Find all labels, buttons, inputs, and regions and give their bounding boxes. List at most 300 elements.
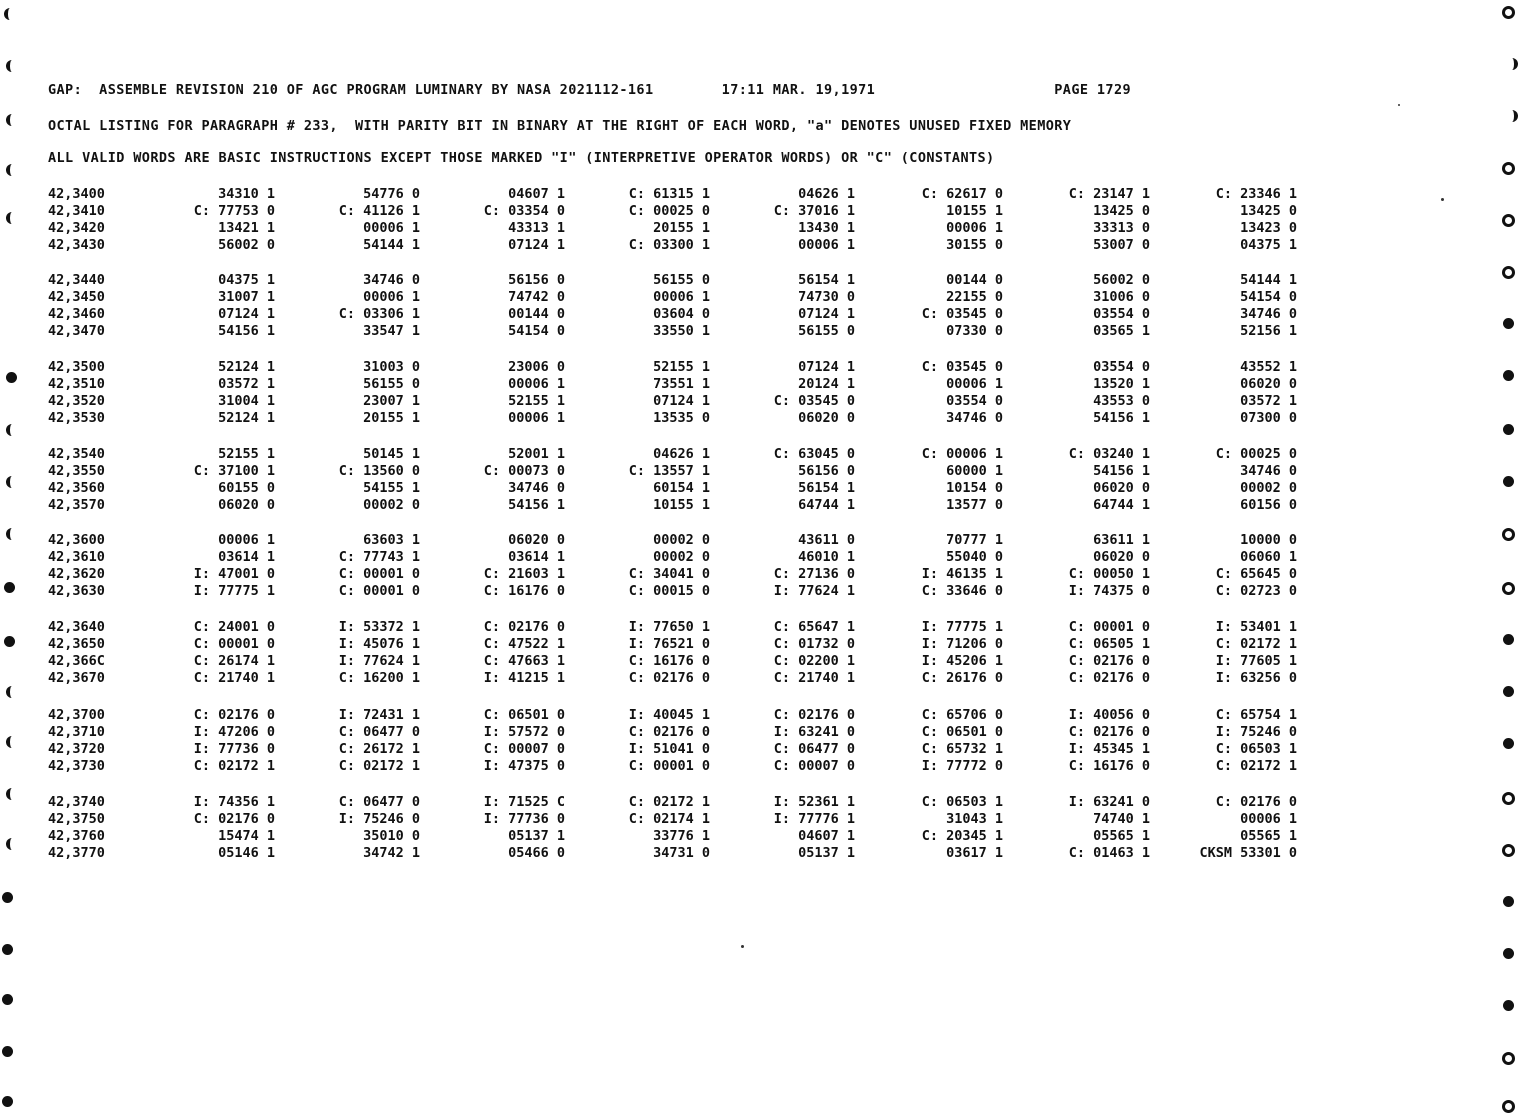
table-row: [0, 636, 1530, 653]
word-cell: I: 77772 0: [921, 758, 1003, 774]
word-cell: 33550 1: [653, 323, 710, 339]
word-cell: C: 16176 0: [1068, 758, 1150, 774]
word-cell: 56154 1: [798, 272, 855, 288]
word-cell: C: 16200 1: [338, 670, 420, 686]
address-cell: 42,3510: [48, 376, 105, 392]
address-cell: 42,3570: [48, 497, 105, 513]
feed-hole: [6, 528, 18, 540]
feed-hole: [1502, 162, 1515, 175]
word-cell: C: 02176 0: [628, 724, 710, 740]
word-cell: 34731 0: [653, 845, 710, 861]
word-cell: I: 45076 1: [338, 636, 420, 652]
word-cell: 52001 1: [508, 446, 565, 462]
word-cell: 33776 1: [653, 828, 710, 844]
word-cell: C: 03545 0: [921, 306, 1003, 322]
word-cell: 54156 1: [1093, 463, 1150, 479]
scan-speck: [741, 945, 744, 948]
word-cell: C: 00050 1: [1068, 566, 1150, 582]
table-row: [0, 376, 1530, 393]
listing-group: [0, 707, 1530, 775]
word-cell: 54156 1: [218, 323, 275, 339]
word-cell: C: 00001 0: [338, 583, 420, 599]
word-cell: C: 06503 1: [1215, 741, 1297, 757]
word-cell: 34746 0: [1240, 463, 1297, 479]
word-cell: C: 41126 1: [338, 203, 420, 219]
word-cell: C: 03545 0: [921, 359, 1003, 375]
word-cell: I: 76521 0: [628, 636, 710, 652]
word-cell: 43552 1: [1240, 359, 1297, 375]
word-cell: 56156 0: [798, 463, 855, 479]
word-cell: 34746 0: [946, 410, 1003, 426]
word-cell: C: 02723 0: [1215, 583, 1297, 599]
word-cell: 06060 1: [1240, 549, 1297, 565]
feed-hole: [1503, 634, 1514, 645]
word-cell: 00006 1: [946, 220, 1003, 236]
feed-hole: [4, 582, 15, 593]
word-cell: 53007 0: [1093, 237, 1150, 253]
word-cell: C: 61315 1: [628, 186, 710, 202]
feed-hole: [2, 1096, 13, 1107]
word-cell: C: 00006 1: [921, 446, 1003, 462]
feed-hole: [4, 636, 15, 647]
word-cell: 07330 0: [946, 323, 1003, 339]
word-cell: 30155 0: [946, 237, 1003, 253]
word-cell: 46010 1: [798, 549, 855, 565]
word-cell: 63611 1: [1093, 532, 1150, 548]
word-cell: 05565 1: [1240, 828, 1297, 844]
feed-hole: [6, 736, 18, 748]
scan-speck: [1441, 198, 1444, 201]
word-cell: 06020 0: [1240, 376, 1297, 392]
word-cell: 03554 0: [946, 393, 1003, 409]
table-row: [0, 532, 1530, 549]
word-cell: C: 02200 1: [773, 653, 855, 669]
word-cell: C: 13560 0: [338, 463, 420, 479]
word-cell: C: 23346 1: [1215, 186, 1297, 202]
word-cell: C: 16176 0: [483, 583, 565, 599]
word-cell: 50145 1: [363, 446, 420, 462]
word-cell: C: 16176 0: [628, 653, 710, 669]
word-cell: C: 00007 0: [773, 758, 855, 774]
word-cell: 06020 0: [798, 410, 855, 426]
address-cell: 42,3450: [48, 289, 105, 305]
word-cell: C: 00001 0: [193, 636, 275, 652]
word-cell: 00144 0: [946, 272, 1003, 288]
table-row: [0, 497, 1530, 514]
word-cell: 05137 1: [508, 828, 565, 844]
table-row: [0, 845, 1530, 862]
address-cell: 42,366C: [48, 653, 105, 669]
word-cell: I: 63256 0: [1215, 670, 1297, 686]
word-cell: 00002 0: [653, 549, 710, 565]
address-cell: 42,3540: [48, 446, 105, 462]
address-cell: 42,3740: [48, 794, 105, 810]
word-cell: 06020 0: [1093, 480, 1150, 496]
address-cell: 42,3520: [48, 393, 105, 409]
address-cell: 42,3750: [48, 811, 105, 827]
table-row: [0, 323, 1530, 340]
word-cell: 07124 1: [653, 393, 710, 409]
word-cell: C: 34041 0: [628, 566, 710, 582]
word-cell: 13520 1: [1093, 376, 1150, 392]
word-cell: I: 47001 0: [193, 566, 275, 582]
word-cell: 34746 0: [508, 480, 565, 496]
word-cell: 43313 1: [508, 220, 565, 236]
word-cell: 00006 1: [508, 410, 565, 426]
word-cell: 52124 1: [218, 359, 275, 375]
address-cell: 42,3770: [48, 845, 105, 861]
word-cell: 05565 1: [1093, 828, 1150, 844]
word-cell: 10155 1: [946, 203, 1003, 219]
feed-hole: [6, 686, 18, 698]
word-cell: C: 02176 0: [483, 619, 565, 635]
address-cell: 42,3420: [48, 220, 105, 236]
word-cell: I: 53401 1: [1215, 619, 1297, 635]
word-cell: 10155 1: [653, 497, 710, 513]
word-cell: C: 02172 1: [628, 794, 710, 810]
word-cell: C: 06477 0: [338, 794, 420, 810]
word-cell: C: 62617 0: [921, 186, 1003, 202]
word-cell: C: 23147 1: [1068, 186, 1150, 202]
feed-hole: [6, 212, 18, 224]
feed-hole: [1502, 792, 1515, 805]
feed-hole: [1502, 582, 1515, 595]
word-cell: 33313 0: [1093, 220, 1150, 236]
word-cell: C: 65645 0: [1215, 566, 1297, 582]
address-cell: 42,3610: [48, 549, 105, 565]
word-cell: C: 65706 0: [921, 707, 1003, 723]
word-cell: C: 65732 1: [921, 741, 1003, 757]
table-row: [0, 811, 1530, 828]
word-cell: 54144 1: [1240, 272, 1297, 288]
word-cell: 74730 0: [798, 289, 855, 305]
table-row: [0, 410, 1530, 427]
word-cell: C: 03306 1: [338, 306, 420, 322]
word-cell: I: 77650 1: [628, 619, 710, 635]
word-cell: 34742 1: [363, 845, 420, 861]
word-cell: 54776 0: [363, 186, 420, 202]
word-cell: 54154 0: [1240, 289, 1297, 305]
word-cell: 00006 1: [946, 376, 1003, 392]
word-cell: 15474 1: [218, 828, 275, 844]
word-cell: I: 53372 1: [338, 619, 420, 635]
word-cell: I: 40045 1: [628, 707, 710, 723]
word-cell: I: 75246 0: [338, 811, 420, 827]
word-cell: C: 65754 1: [1215, 707, 1297, 723]
word-cell: C: 03300 1: [628, 237, 710, 253]
word-cell: C: 00025 0: [628, 203, 710, 219]
word-cell: C: 27136 0: [773, 566, 855, 582]
word-cell: 10154 0: [946, 480, 1003, 496]
table-row: [0, 549, 1530, 566]
table-row: [0, 203, 1530, 220]
word-cell: 00002 0: [363, 497, 420, 513]
word-cell: 00006 1: [218, 532, 275, 548]
word-cell: 00006 1: [363, 289, 420, 305]
word-cell: 34746 0: [1240, 306, 1297, 322]
word-cell: 13423 0: [1240, 220, 1297, 236]
feed-hole: [1503, 424, 1514, 435]
word-cell: C: 02172 1: [193, 758, 275, 774]
address-cell: 42,3550: [48, 463, 105, 479]
word-cell: 60156 0: [1240, 497, 1297, 513]
word-cell: 52155 1: [653, 359, 710, 375]
word-cell: 04626 1: [798, 186, 855, 202]
word-cell: I: 47206 0: [193, 724, 275, 740]
word-cell: I: 77775 1: [193, 583, 275, 599]
word-cell: I: 77605 1: [1215, 653, 1297, 669]
table-row: [0, 463, 1530, 480]
feed-hole: [1503, 476, 1514, 487]
feed-hole: [2, 994, 13, 1005]
address-cell: 42,3670: [48, 670, 105, 686]
feed-hole: [1503, 896, 1514, 907]
address-cell: 42,3560: [48, 480, 105, 496]
listing-group: [0, 794, 1530, 862]
word-cell: 00002 0: [1240, 480, 1297, 496]
feed-hole: [6, 372, 17, 383]
feed-hole: [2, 892, 13, 903]
table-row: [0, 237, 1530, 254]
word-cell: 13535 0: [653, 410, 710, 426]
table-row: [0, 272, 1530, 289]
feed-hole: [1502, 844, 1515, 857]
word-cell: 70777 1: [946, 532, 1003, 548]
word-cell: 20155 1: [363, 410, 420, 426]
word-cell: 04375 1: [1240, 237, 1297, 253]
word-cell: 07300 0: [1240, 410, 1297, 426]
word-cell: C: 06503 1: [921, 794, 1003, 810]
word-cell: 07124 1: [798, 359, 855, 375]
word-cell: 52156 1: [1240, 323, 1297, 339]
word-cell: I: 63241 0: [1068, 794, 1150, 810]
table-row: [0, 306, 1530, 323]
table-row: [0, 220, 1530, 237]
listing-group: [0, 186, 1530, 254]
word-cell: 31004 1: [218, 393, 275, 409]
word-cell: C: 02174 1: [628, 811, 710, 827]
word-cell: 54155 1: [363, 480, 420, 496]
word-cell: C: 33646 0: [921, 583, 1003, 599]
word-cell: C: 02176 0: [193, 811, 275, 827]
word-cell: C: 06505 1: [1068, 636, 1150, 652]
word-cell: C: 02176 0: [1068, 670, 1150, 686]
scan-speck: [1398, 104, 1400, 106]
word-cell: 13577 0: [946, 497, 1003, 513]
table-row: [0, 583, 1530, 600]
word-cell: C: 06477 0: [338, 724, 420, 740]
feed-hole: [6, 476, 18, 488]
feed-hole: [1503, 370, 1514, 381]
address-cell: 42,3730: [48, 758, 105, 774]
word-cell: C: 26174 1: [193, 653, 275, 669]
word-cell: 54156 1: [1093, 410, 1150, 426]
word-cell: C: 26172 1: [338, 741, 420, 757]
word-cell: 00006 1: [653, 289, 710, 305]
listing-group: [0, 446, 1530, 514]
word-cell: 31007 1: [218, 289, 275, 305]
table-row: [0, 670, 1530, 687]
feed-hole: [1502, 6, 1515, 19]
word-cell: 73551 1: [653, 376, 710, 392]
feed-hole: [1503, 948, 1514, 959]
feed-hole: [1502, 214, 1515, 227]
table-row: [0, 480, 1530, 497]
feed-hole: [2, 1046, 13, 1057]
word-cell: 56156 0: [508, 272, 565, 288]
word-cell: C: 20345 1: [921, 828, 1003, 844]
word-cell: I: 57572 0: [483, 724, 565, 740]
word-cell: C: 06477 0: [773, 741, 855, 757]
word-cell: 31006 0: [1093, 289, 1150, 305]
word-cell: I: 71206 0: [921, 636, 1003, 652]
word-cell: 55040 0: [946, 549, 1003, 565]
word-cell: I: 74375 0: [1068, 583, 1150, 599]
word-cell: C: 37100 1: [193, 463, 275, 479]
word-cell: 56154 1: [798, 480, 855, 496]
feed-hole: [2, 944, 13, 955]
word-cell: C: 77753 0: [193, 203, 275, 219]
listing-legend-line: ALL VALID WORDS ARE BASIC INSTRUCTIONS EXCEPT THOSE MARKED "I" (INTERPRETIVE OPERATOR WORDS) OR "C" (CONSTANTS): [48, 150, 995, 166]
word-cell: 06020 0: [218, 497, 275, 513]
word-cell: C: 77743 1: [338, 549, 420, 565]
word-cell: 56002 0: [1093, 272, 1150, 288]
address-cell: 42,3440: [48, 272, 105, 288]
word-cell: C: 02176 0: [773, 707, 855, 723]
feed-hole: [6, 424, 18, 436]
word-cell: 07124 1: [508, 237, 565, 253]
word-cell: 10000 0: [1240, 532, 1297, 548]
word-cell: 07124 1: [218, 306, 275, 322]
word-cell: I: 52361 1: [773, 794, 855, 810]
word-cell: 04375 1: [218, 272, 275, 288]
feed-hole: [1503, 318, 1514, 329]
feed-hole: [4, 8, 16, 20]
word-cell: I: 51041 0: [628, 741, 710, 757]
address-cell: 42,3640: [48, 619, 105, 635]
feed-hole: [1503, 738, 1514, 749]
address-cell: 42,3700: [48, 707, 105, 723]
feed-hole: [6, 60, 18, 72]
word-cell: 13425 0: [1093, 203, 1150, 219]
word-cell: 13425 0: [1240, 203, 1297, 219]
word-cell: C: 03354 0: [483, 203, 565, 219]
word-cell: I: 77624 1: [773, 583, 855, 599]
word-cell: 03565 1: [1093, 323, 1150, 339]
word-cell: 33547 1: [363, 323, 420, 339]
word-cell: I: 72431 1: [338, 707, 420, 723]
word-cell: C: 00001 0: [628, 758, 710, 774]
table-row: [0, 653, 1530, 670]
word-cell: 56155 0: [798, 323, 855, 339]
word-cell: 43611 0: [798, 532, 855, 548]
word-cell: 74740 1: [1093, 811, 1150, 827]
word-cell: 00144 0: [508, 306, 565, 322]
word-cell: 03604 0: [653, 306, 710, 322]
word-cell: 23007 1: [363, 393, 420, 409]
word-cell: 22155 0: [946, 289, 1003, 305]
word-cell: I: 75246 0: [1215, 724, 1297, 740]
word-cell: 00006 1: [363, 220, 420, 236]
address-cell: 42,3400: [48, 186, 105, 202]
word-cell: 03572 1: [1240, 393, 1297, 409]
feed-hole: [1502, 266, 1515, 279]
word-cell: C: 24001 0: [193, 619, 275, 635]
word-cell: 23006 0: [508, 359, 565, 375]
address-cell: 42,3470: [48, 323, 105, 339]
table-row: [0, 446, 1530, 463]
address-cell: 42,3720: [48, 741, 105, 757]
word-cell: C: 37016 1: [773, 203, 855, 219]
feed-hole: [6, 164, 18, 176]
word-cell: C: 06501 0: [483, 707, 565, 723]
listing-group: [0, 532, 1530, 600]
word-cell: 64744 1: [1093, 497, 1150, 513]
word-cell: I: 63241 0: [773, 724, 855, 740]
word-cell: I: 74356 1: [193, 794, 275, 810]
word-cell: I: 47375 0: [483, 758, 565, 774]
word-cell: C: 26176 0: [921, 670, 1003, 686]
word-cell: 04607 1: [798, 828, 855, 844]
word-cell: C: 21603 1: [483, 566, 565, 582]
word-cell: 60154 1: [653, 480, 710, 496]
word-cell: C: 47663 1: [483, 653, 565, 669]
feed-hole: [1502, 528, 1515, 541]
word-cell: I: 45345 1: [1068, 741, 1150, 757]
address-cell: 42,3630: [48, 583, 105, 599]
word-cell: 20124 1: [798, 376, 855, 392]
word-cell: 03554 0: [1093, 306, 1150, 322]
table-row: [0, 186, 1530, 203]
word-cell: I: 77736 0: [193, 741, 275, 757]
word-cell: 52124 1: [218, 410, 275, 426]
word-cell: C: 00001 0: [1068, 619, 1150, 635]
table-row: [0, 707, 1530, 724]
word-cell: 64744 1: [798, 497, 855, 513]
table-row: [0, 289, 1530, 306]
word-cell: 00006 1: [508, 376, 565, 392]
feed-hole: [1502, 1052, 1515, 1065]
word-cell: I: 77776 1: [773, 811, 855, 827]
word-cell: 54156 1: [508, 497, 565, 513]
word-cell: C: 00015 0: [628, 583, 710, 599]
word-cell: 06020 0: [1093, 549, 1150, 565]
word-cell: 03554 0: [1093, 359, 1150, 375]
feed-hole: [1506, 110, 1518, 122]
word-cell: 13421 1: [218, 220, 275, 236]
word-cell: 43553 0: [1093, 393, 1150, 409]
word-cell: 00002 0: [653, 532, 710, 548]
listing-description-line: OCTAL LISTING FOR PARAGRAPH # 233, WITH PARITY BIT IN BINARY AT THE RIGHT OF EACH WORD, "a" DENOTES UNUSED FIXED MEMORY: [48, 118, 1072, 134]
word-cell: C: 00073 0: [483, 463, 565, 479]
word-cell: C: 00025 0: [1215, 446, 1297, 462]
word-cell: 31003 0: [363, 359, 420, 375]
word-cell: 52155 1: [508, 393, 565, 409]
word-cell: 60155 0: [218, 480, 275, 496]
table-row: [0, 758, 1530, 775]
word-cell: 56002 0: [218, 237, 275, 253]
address-cell: 42,3600: [48, 532, 105, 548]
word-cell: 34746 0: [363, 272, 420, 288]
word-cell: 05137 1: [798, 845, 855, 861]
word-cell: C: 02176 0: [193, 707, 275, 723]
word-cell: 03572 1: [218, 376, 275, 392]
word-cell: I: 41215 1: [483, 670, 565, 686]
word-cell: C: 00001 0: [338, 566, 420, 582]
word-cell: 03614 1: [508, 549, 565, 565]
word-cell: 03614 1: [218, 549, 275, 565]
word-cell: 31043 1: [946, 811, 1003, 827]
